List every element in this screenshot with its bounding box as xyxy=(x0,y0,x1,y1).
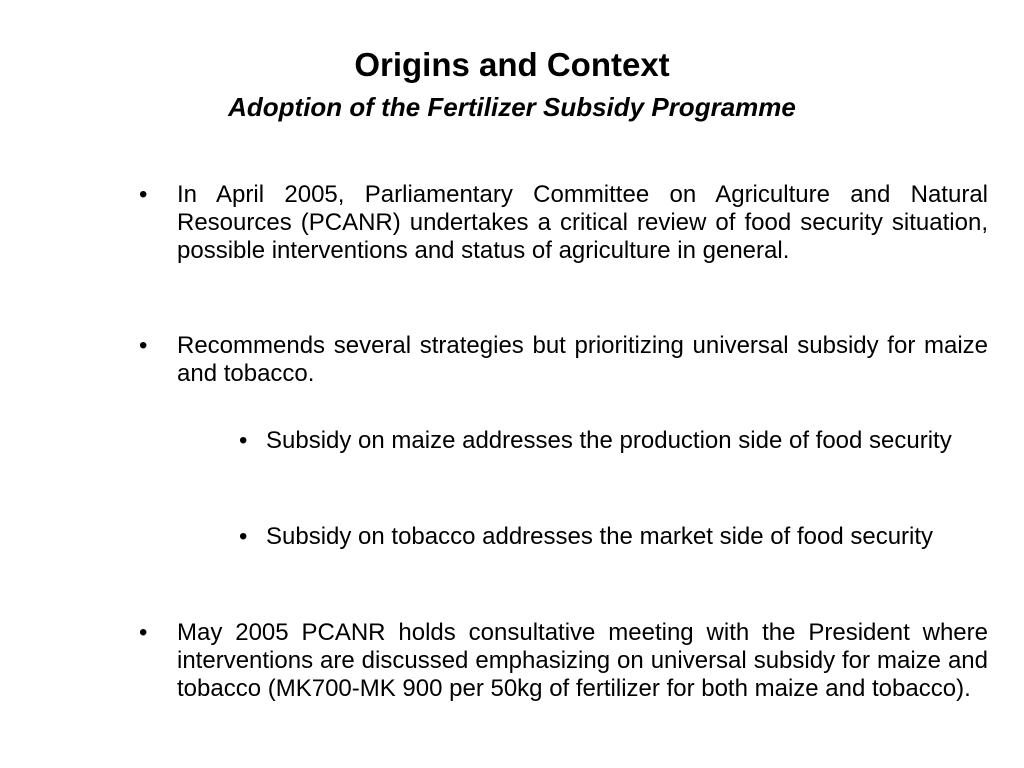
bullet-text: Recommends several strategies but prioritizing universal subsidy for maize and tobacco. xyxy=(177,332,988,387)
sub-bullet-item xyxy=(239,523,988,551)
bullet-item xyxy=(139,181,988,265)
bullet-item xyxy=(139,332,988,388)
bullet-text: In April 2005, Parliamentary Committee on Agriculture and Natural Resources (PCANR) undertakes a critical review of food security situation, possible interventions and status of agriculture in general. xyxy=(177,181,988,264)
bullet-item xyxy=(139,619,988,703)
bullet-text: May 2005 PCANR holds consultative meeting with the President where interventions are discussed emphasizing on universal subsidy for maize and tobacco (MK700-MK 900 per 50kg of fertilizer for both maize and tobacco). xyxy=(177,619,988,702)
bullet-marker: • xyxy=(139,181,148,208)
sub-bullet-item xyxy=(239,427,988,455)
bullet-marker: • xyxy=(239,523,248,550)
bullet-text: Subsidy on maize addresses the production side of food security xyxy=(266,427,952,454)
slide-title: Origins and Context xyxy=(354,46,670,83)
slide-subtitle: Adoption of the Fertilizer Subsidy Programme xyxy=(228,92,796,122)
bullet-marker: • xyxy=(139,619,148,646)
bullet-marker: • xyxy=(139,332,148,359)
bullet-marker: • xyxy=(239,427,248,454)
bullet-text: Subsidy on tobacco addresses the market side of food security xyxy=(266,523,934,550)
